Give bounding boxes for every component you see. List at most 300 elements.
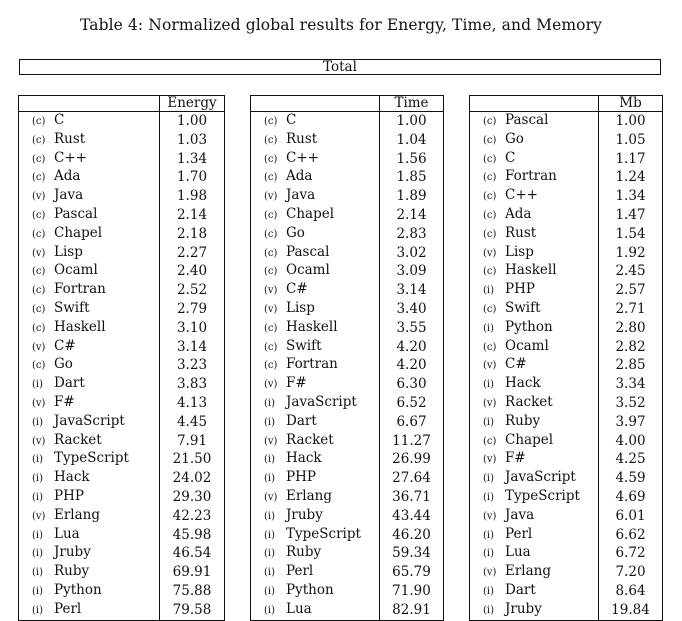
paradigm-tag: (i) [32, 548, 44, 560]
value-cell: 6.01 [599, 507, 663, 526]
language-column-header [470, 96, 599, 112]
language-cell [470, 281, 599, 300]
language-name: Ruby [54, 563, 90, 580]
table-row [251, 469, 444, 488]
paradigm-tag: (c) [483, 266, 497, 278]
paradigm-tag: (c) [264, 322, 278, 334]
language-name: Java [505, 506, 535, 523]
value-cell: 1.03 [160, 131, 225, 150]
table-row [251, 582, 444, 601]
language-cell [470, 356, 599, 375]
table-row [470, 526, 663, 545]
language-name: Hack [54, 469, 90, 486]
paradigm-tag: (c) [264, 209, 278, 221]
language-cell [19, 432, 160, 451]
table-row [19, 544, 225, 563]
value-cell: 4.69 [599, 488, 663, 507]
value-cell: 4.13 [160, 394, 225, 413]
value-cell: 82.91 [380, 601, 444, 620]
paradigm-tag: (i) [32, 454, 44, 466]
paradigm-tag: (i) [32, 567, 44, 579]
table-row [19, 450, 225, 469]
table-row [19, 526, 225, 545]
table-row [19, 356, 225, 375]
value-cell: 3.97 [599, 413, 663, 432]
paradigm-tag: (i) [32, 416, 44, 428]
language-name: Ocaml [54, 262, 98, 279]
paradigm-tag: (i) [264, 585, 276, 597]
value-cell: 2.79 [160, 300, 225, 319]
language-name: Java [54, 187, 84, 204]
language-cell [470, 131, 599, 150]
table-row [19, 187, 225, 206]
paradigm-tag: (i) [264, 397, 276, 409]
value-cell: 1.56 [380, 150, 444, 169]
language-cell [251, 544, 380, 563]
paradigm-tag: (i) [264, 416, 276, 428]
language-name: Lisp [54, 243, 83, 260]
language-cell [19, 225, 160, 244]
value-cell: 2.18 [160, 225, 225, 244]
paradigm-tag: (i) [32, 491, 44, 503]
table-row [19, 563, 225, 582]
value-cell: 6.67 [380, 413, 444, 432]
paradigm-tag: (c) [483, 435, 497, 447]
language-cell [251, 150, 380, 169]
language-cell [470, 526, 599, 545]
table-row [19, 262, 225, 281]
language-cell [19, 469, 160, 488]
paradigm-tag: (i) [264, 529, 276, 541]
paradigm-tag: (c) [32, 303, 46, 315]
energy-column-header: Energy [160, 96, 225, 112]
language-name: C++ [286, 149, 319, 166]
language-cell [19, 450, 160, 469]
paradigm-tag: (v) [32, 435, 46, 447]
value-cell: 79.58 [160, 601, 225, 620]
table-row [251, 544, 444, 563]
paradigm-tag: (i) [264, 473, 276, 485]
table-row [470, 563, 663, 582]
table-row [251, 450, 444, 469]
value-cell: 65.79 [380, 563, 444, 582]
paradigm-tag: (v) [483, 454, 497, 466]
table-row [19, 206, 225, 225]
table-row [470, 450, 663, 469]
paradigm-tag: (c) [483, 303, 497, 315]
table-row [470, 168, 663, 187]
memory-table-body [470, 112, 663, 621]
language-cell [19, 262, 160, 281]
language-cell [251, 582, 380, 601]
value-cell: 1.00 [160, 112, 225, 131]
language-cell [470, 206, 599, 225]
value-cell: 1.98 [160, 187, 225, 206]
value-cell: 2.14 [160, 206, 225, 225]
paradigm-tag: (v) [264, 491, 278, 503]
language-name: Fortran [286, 356, 338, 373]
value-cell: 27.64 [380, 469, 444, 488]
paradigm-tag: (c) [483, 153, 497, 165]
paradigm-tag: (v) [483, 397, 497, 409]
table-row [470, 281, 663, 300]
paradigm-tag: (c) [32, 285, 46, 297]
language-name: Dart [54, 375, 85, 392]
language-name: Jruby [286, 506, 323, 523]
language-name: Perl [54, 600, 82, 617]
paradigm-tag: (c) [483, 191, 497, 203]
table-row [470, 601, 663, 620]
table-row [251, 507, 444, 526]
paradigm-tag: (c) [483, 209, 497, 221]
language-name: Perl [505, 525, 533, 542]
value-cell: 2.14 [380, 206, 444, 225]
paradigm-tag: (i) [483, 604, 495, 616]
language-cell [470, 413, 599, 432]
table-row [470, 582, 663, 601]
value-cell: 69.91 [160, 563, 225, 582]
paradigm-tag: (v) [264, 435, 278, 447]
table-row [251, 488, 444, 507]
language-cell [19, 244, 160, 263]
language-name: C [505, 149, 516, 166]
table-row [251, 375, 444, 394]
language-cell [470, 225, 599, 244]
paradigm-tag: (c) [264, 247, 278, 259]
value-cell: 2.52 [160, 281, 225, 300]
language-cell [470, 168, 599, 187]
paradigm-tag: (c) [32, 134, 46, 146]
language-cell [470, 112, 599, 131]
value-cell: 1.00 [380, 112, 444, 131]
paradigm-tag: (v) [264, 191, 278, 203]
value-cell: 2.27 [160, 244, 225, 263]
language-name: JavaScript [54, 412, 125, 429]
table-row [19, 601, 225, 620]
language-cell [470, 150, 599, 169]
paradigm-tag: (c) [264, 153, 278, 165]
language-name: Swift [505, 299, 541, 316]
value-cell: 4.59 [599, 469, 663, 488]
value-cell: 29.30 [160, 488, 225, 507]
language-name: Swift [54, 299, 90, 316]
language-name: Pascal [54, 205, 98, 222]
language-name: Lua [286, 600, 312, 617]
value-cell: 1.17 [599, 150, 663, 169]
language-cell [19, 488, 160, 507]
language-name: Python [286, 581, 334, 598]
table-row [470, 432, 663, 451]
value-cell: 6.52 [380, 394, 444, 413]
language-name: C++ [54, 149, 87, 166]
value-cell: 36.71 [380, 488, 444, 507]
language-name: Haskell [505, 262, 557, 279]
paradigm-tag: (c) [32, 322, 46, 334]
value-cell: 2.57 [599, 281, 663, 300]
language-name: Ada [54, 168, 81, 185]
language-name: Ada [286, 168, 313, 185]
value-cell: 1.70 [160, 168, 225, 187]
value-cell: 1.24 [599, 168, 663, 187]
paradigm-tag: (c) [264, 116, 278, 127]
time-table [250, 95, 444, 621]
language-name: Jruby [505, 600, 542, 617]
language-cell [251, 563, 380, 582]
paradigm-tag: (v) [32, 341, 46, 353]
paradigm-tag: (i) [483, 322, 495, 334]
language-name: Perl [286, 563, 314, 580]
language-cell [470, 432, 599, 451]
paradigm-tag: (i) [264, 454, 276, 466]
paradigm-tag: (c) [264, 228, 278, 240]
paradigm-tag: (i) [483, 285, 495, 297]
value-cell: 7.20 [599, 563, 663, 582]
language-name: Chapel [286, 205, 335, 222]
value-cell: 42.23 [160, 507, 225, 526]
value-cell: 4.00 [599, 432, 663, 451]
value-cell: 4.25 [599, 450, 663, 469]
language-name: Racket [286, 431, 334, 448]
energy-table-body [19, 112, 225, 621]
language-cell [251, 601, 380, 620]
language-cell [19, 131, 160, 150]
language-name: Ruby [505, 412, 541, 429]
language-cell [251, 187, 380, 206]
table-row [470, 244, 663, 263]
language-cell [251, 281, 380, 300]
paradigm-tag: (c) [483, 172, 497, 184]
paradigm-tag: (v) [32, 510, 46, 522]
language-name: Erlang [505, 563, 552, 580]
value-cell: 3.34 [599, 375, 663, 394]
language-name: Java [286, 187, 316, 204]
table-row [251, 356, 444, 375]
language-name: Dart [286, 412, 317, 429]
value-cell: 3.14 [160, 338, 225, 357]
language-cell [251, 206, 380, 225]
table-row [470, 225, 663, 244]
table-row [19, 131, 225, 150]
value-cell: 1.00 [599, 112, 663, 131]
table-row [251, 338, 444, 357]
language-cell [470, 394, 599, 413]
table-row [251, 281, 444, 300]
language-cell [251, 450, 380, 469]
language-name: Racket [505, 393, 553, 410]
value-cell: 3.09 [380, 262, 444, 281]
language-cell [19, 563, 160, 582]
value-cell: 2.80 [599, 319, 663, 338]
language-name: Python [505, 318, 553, 335]
language-cell [470, 262, 599, 281]
language-cell [19, 206, 160, 225]
paradigm-tag: (c) [483, 134, 497, 146]
language-cell [470, 338, 599, 357]
language-cell [251, 394, 380, 413]
table-row [19, 225, 225, 244]
paradigm-tag: (i) [264, 510, 276, 522]
value-cell: 4.45 [160, 413, 225, 432]
language-cell [470, 244, 599, 263]
value-cell: 2.85 [599, 356, 663, 375]
value-cell: 1.54 [599, 225, 663, 244]
value-cell: 1.04 [380, 131, 444, 150]
paradigm-tag: (c) [264, 266, 278, 278]
table-row [470, 112, 663, 131]
language-name: Erlang [54, 506, 101, 523]
paradigm-tag: (c) [483, 228, 497, 240]
paradigm-tag: (i) [32, 529, 44, 541]
value-cell: 1.34 [599, 187, 663, 206]
language-name: PHP [286, 469, 316, 486]
language-name: Lua [505, 544, 531, 561]
language-name: Go [54, 356, 73, 373]
energy-table [18, 95, 225, 621]
language-cell [251, 244, 380, 263]
value-cell: 2.82 [599, 338, 663, 357]
value-cell: 71.90 [380, 582, 444, 601]
paradigm-tag: (i) [32, 585, 44, 597]
table-row [470, 131, 663, 150]
language-cell [251, 432, 380, 451]
value-cell: 6.62 [599, 526, 663, 545]
table-row [251, 244, 444, 263]
table-row [19, 300, 225, 319]
language-name: Jruby [54, 544, 91, 561]
language-cell [19, 187, 160, 206]
language-name: Erlang [286, 487, 333, 504]
table-row [251, 225, 444, 244]
language-name: Ocaml [286, 262, 330, 279]
value-cell: 46.54 [160, 544, 225, 563]
language-name: F# [54, 393, 75, 410]
language-name: F# [505, 450, 526, 467]
language-name: Hack [286, 450, 322, 467]
table-row [251, 601, 444, 620]
paradigm-tag: (v) [264, 303, 278, 315]
value-cell: 8.64 [599, 582, 663, 601]
value-cell: 4.20 [380, 356, 444, 375]
language-name: TypeScript [286, 525, 361, 542]
language-cell [251, 338, 380, 357]
table-row [19, 582, 225, 601]
table-row [470, 150, 663, 169]
table-row [19, 507, 225, 526]
table-row [19, 281, 225, 300]
value-cell: 46.20 [380, 526, 444, 545]
table-row [251, 413, 444, 432]
value-cell: 7.91 [160, 432, 225, 451]
value-cell: 26.99 [380, 450, 444, 469]
language-cell [470, 300, 599, 319]
table-row [19, 488, 225, 507]
language-name: Ocaml [505, 337, 549, 354]
value-cell: 2.45 [599, 262, 663, 281]
language-cell [251, 168, 380, 187]
language-cell [19, 319, 160, 338]
language-name: Go [286, 224, 305, 241]
language-cell [19, 300, 160, 319]
paradigm-tag: (c) [264, 172, 278, 184]
language-cell [251, 225, 380, 244]
language-name: Ada [505, 205, 532, 222]
total-header: Total [19, 59, 661, 75]
language-cell [470, 375, 599, 394]
paradigm-tag: (i) [483, 548, 495, 560]
table-row [19, 394, 225, 413]
paradigm-tag: (v) [32, 247, 46, 259]
table-row [251, 187, 444, 206]
language-name: Fortran [54, 281, 106, 298]
language-name: Rust [505, 224, 537, 241]
paradigm-tag: (c) [264, 341, 278, 353]
language-column-header [19, 96, 160, 112]
language-name: Go [505, 130, 524, 147]
language-cell [19, 375, 160, 394]
value-cell: 45.98 [160, 526, 225, 545]
paradigm-tag: (c) [483, 341, 497, 353]
language-cell [470, 582, 599, 601]
paradigm-tag: (v) [483, 567, 497, 579]
table-row [19, 469, 225, 488]
table-caption: Table 4: Normalized global results for Energy, Time, and Memory [80, 16, 602, 34]
language-cell [19, 601, 160, 620]
paradigm-tag: (i) [264, 604, 276, 616]
table-row [470, 394, 663, 413]
language-name: PHP [54, 487, 84, 504]
value-cell: 3.83 [160, 375, 225, 394]
language-cell [19, 526, 160, 545]
language-cell [251, 526, 380, 545]
value-cell: 3.14 [380, 281, 444, 300]
table-row [251, 319, 444, 338]
language-cell [470, 469, 599, 488]
paradigm-tag: (v) [264, 285, 278, 297]
table-row [470, 262, 663, 281]
memory-column-header: Mb [599, 96, 663, 112]
table-row [470, 187, 663, 206]
language-name: JavaScript [505, 469, 576, 486]
paradigm-tag: (v) [483, 510, 497, 522]
language-cell [19, 168, 160, 187]
paradigm-tag: (v) [483, 360, 497, 372]
language-cell [251, 262, 380, 281]
value-cell: 75.88 [160, 582, 225, 601]
language-cell [19, 356, 160, 375]
language-name: Lisp [286, 299, 315, 316]
language-cell [19, 507, 160, 526]
language-cell [251, 356, 380, 375]
language-cell [19, 394, 160, 413]
value-cell: 2.40 [160, 262, 225, 281]
value-cell: 6.72 [599, 544, 663, 563]
language-name: Haskell [54, 318, 106, 335]
value-cell: 24.02 [160, 469, 225, 488]
table-row [470, 544, 663, 563]
language-name: Chapel [54, 224, 103, 241]
table-row [251, 131, 444, 150]
language-cell [470, 319, 599, 338]
language-cell [251, 488, 380, 507]
paradigm-tag: (c) [264, 360, 278, 372]
language-cell [19, 413, 160, 432]
language-cell [19, 544, 160, 563]
paradigm-tag: (i) [32, 473, 44, 485]
language-cell [251, 131, 380, 150]
table-row [19, 375, 225, 394]
language-name: C [286, 112, 297, 128]
language-cell [251, 300, 380, 319]
